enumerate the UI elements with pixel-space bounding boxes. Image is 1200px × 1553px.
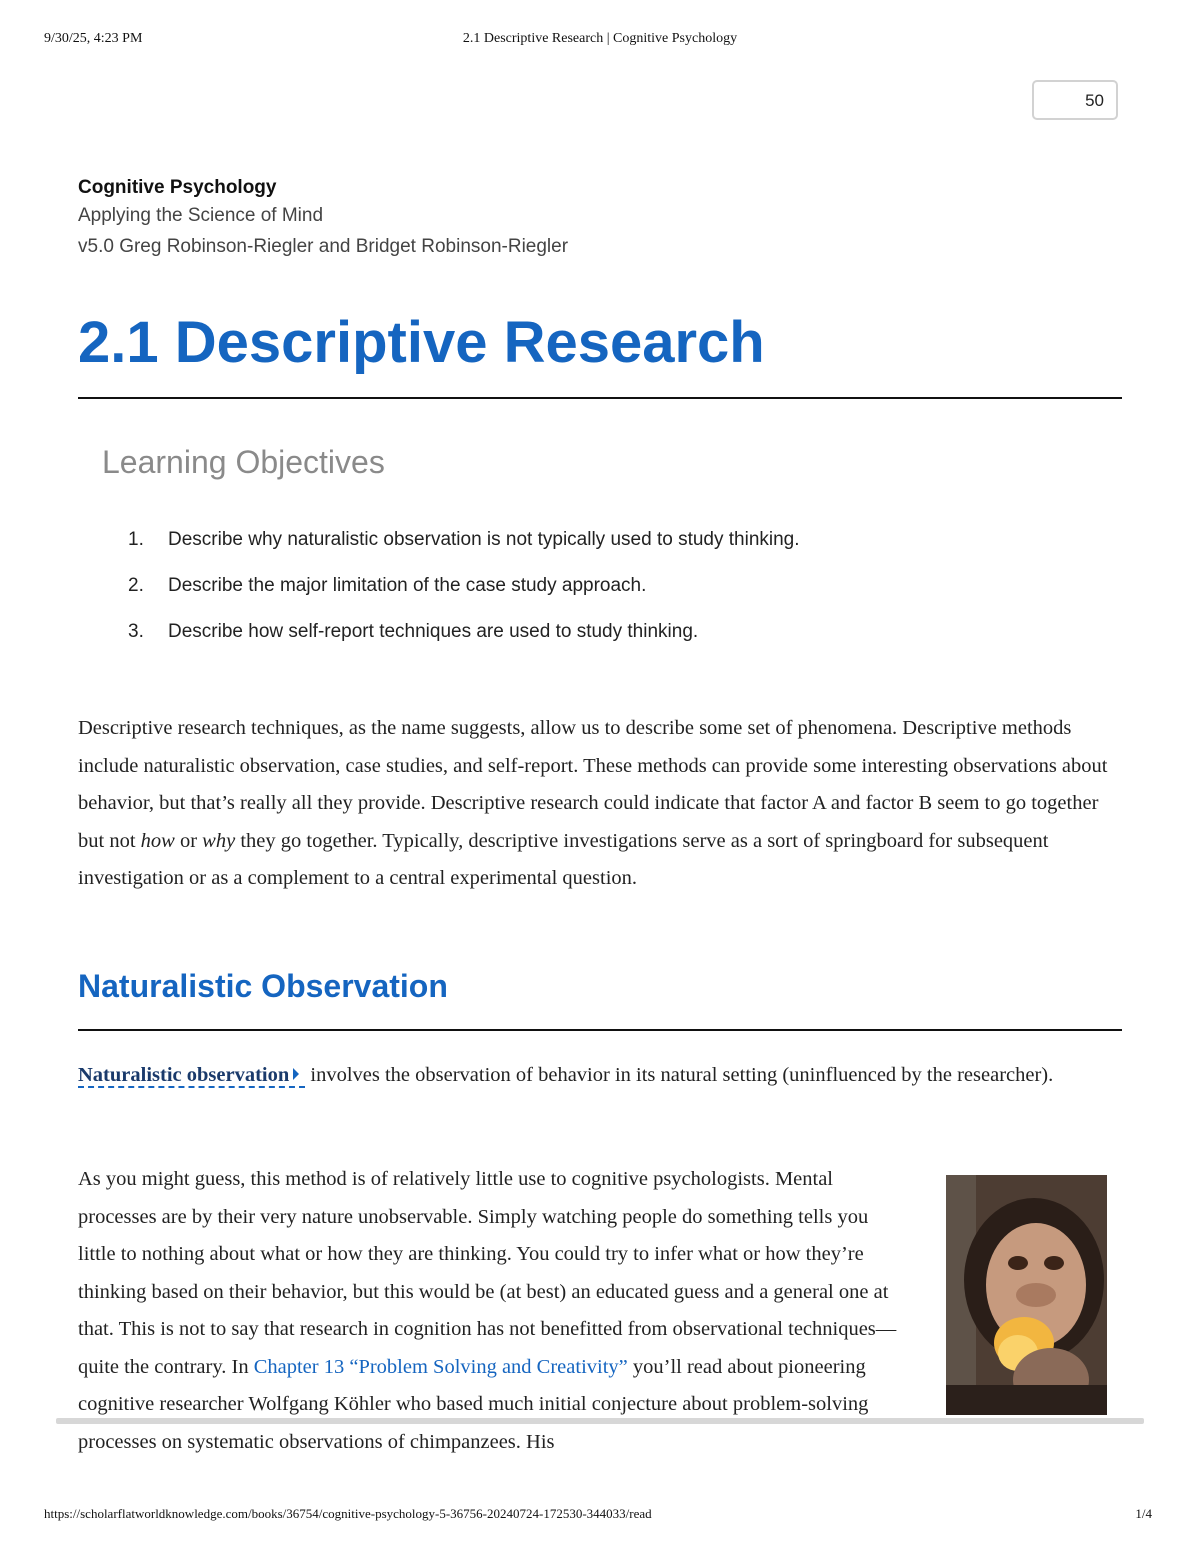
definition-text: involves the observation of behavior in its natural setting (uninfluenced by the researcher).	[305, 1064, 1054, 1086]
book-title: Cognitive Psychology	[78, 177, 277, 198]
intro-emphasis-how: how	[140, 829, 175, 852]
list-number: 2.	[128, 575, 144, 596]
chimpanzee-illustration	[946, 1175, 1107, 1415]
book-edition-authors: v5.0 Greg Robinson-Riegler and Bridget Robinson-Riegler	[78, 236, 569, 257]
learning-objective-text: Describe how self-report techniques are used to study thinking.	[168, 621, 699, 642]
glossary-term-link[interactable]	[78, 1064, 305, 1088]
intro-text-3: they go together. Typically, descriptive investigations serve as a sort of springboard for subsequent investigation or as a complement to a central experimental question.	[78, 829, 1049, 889]
horizontal-scrollbar[interactable]	[56, 1418, 1144, 1424]
print-datetime: 9/30/25, 4:23 PM	[44, 31, 143, 46]
intro-emphasis-why: why	[202, 829, 236, 852]
observation-text-2: you’ll read about pioneering cognitive researcher Wolfgang Köhler who based much initial conjecture about problem-solving processes on systematic observations of chimpanzees. His	[78, 1355, 869, 1453]
print-url: https://scholarflatworldknowledge.com/books/36754/cognitive-psychology-5-36756-20240724-172530-344033/read	[44, 1506, 652, 1521]
list-number: 3.	[128, 621, 144, 642]
intro-text-2: or	[174, 829, 203, 852]
section-heading-naturalistic-observation: Naturalistic Observation	[78, 968, 448, 1004]
chimpanzee-image	[946, 1175, 1107, 1415]
caret-right-icon	[293, 1068, 299, 1080]
print-page-title: 2.1 Descriptive Research | Cognitive Psychology	[462, 31, 738, 46]
section-divider	[78, 1029, 1122, 1031]
intro-paragraph	[78, 710, 1128, 898]
learning-objectives-heading: Learning Objectives	[102, 444, 385, 480]
list-number: 1.	[128, 529, 144, 550]
learning-objective-text: Describe the major limitation of the case study approach.	[168, 575, 647, 596]
chapter-13-link[interactable]: Chapter 13 “Problem Solving and Creativity”	[253, 1355, 628, 1378]
glossary-term-text: Naturalistic observation	[78, 1064, 290, 1086]
book-subtitle: Applying the Science of Mind	[78, 205, 324, 226]
chapter-title: 2.1 Descriptive Research	[78, 310, 765, 375]
learning-objective-item	[128, 570, 1118, 602]
page-number-input[interactable]: 50	[1032, 80, 1118, 120]
intro-text-1: Descriptive research techniques, as the name suggests, allow us to describe some set of phenomena. Descriptive methods include naturalistic observation, case studies, and self-report. These methods can provide some interesting observations about behavior, but that’s really all they provide. Descriptive research could indicate that factor A and factor B seem to go together but not	[78, 717, 1108, 852]
learning-objectives-list	[128, 524, 1118, 662]
definition-paragraph	[78, 1057, 1128, 1095]
learning-objective-text: Describe why naturalistic observation is not typically used to study thinking.	[168, 529, 800, 550]
print-header	[0, 31, 1200, 51]
chapter-title-divider	[78, 397, 1122, 399]
learning-objective-item	[128, 524, 1118, 556]
book-meta	[78, 176, 568, 262]
observation-text-1: As you might guess, this method is of relatively little use to cognitive psychologists. Mental processes are by their very nature unobservable. Simply watching people do something tells you little to nothing about what or how they are thinking. You could try to infer what or how they’re thinking based on their behavior, but this would be (at best) an educated guess and a general one at that. This is not to say that research in cognition has not benefitted from observational techniques—quite the contrary. In	[78, 1168, 897, 1378]
observation-paragraph	[78, 1161, 908, 1461]
learning-objective-item	[128, 616, 1118, 648]
print-page-count: 1/4	[1135, 1506, 1152, 1521]
